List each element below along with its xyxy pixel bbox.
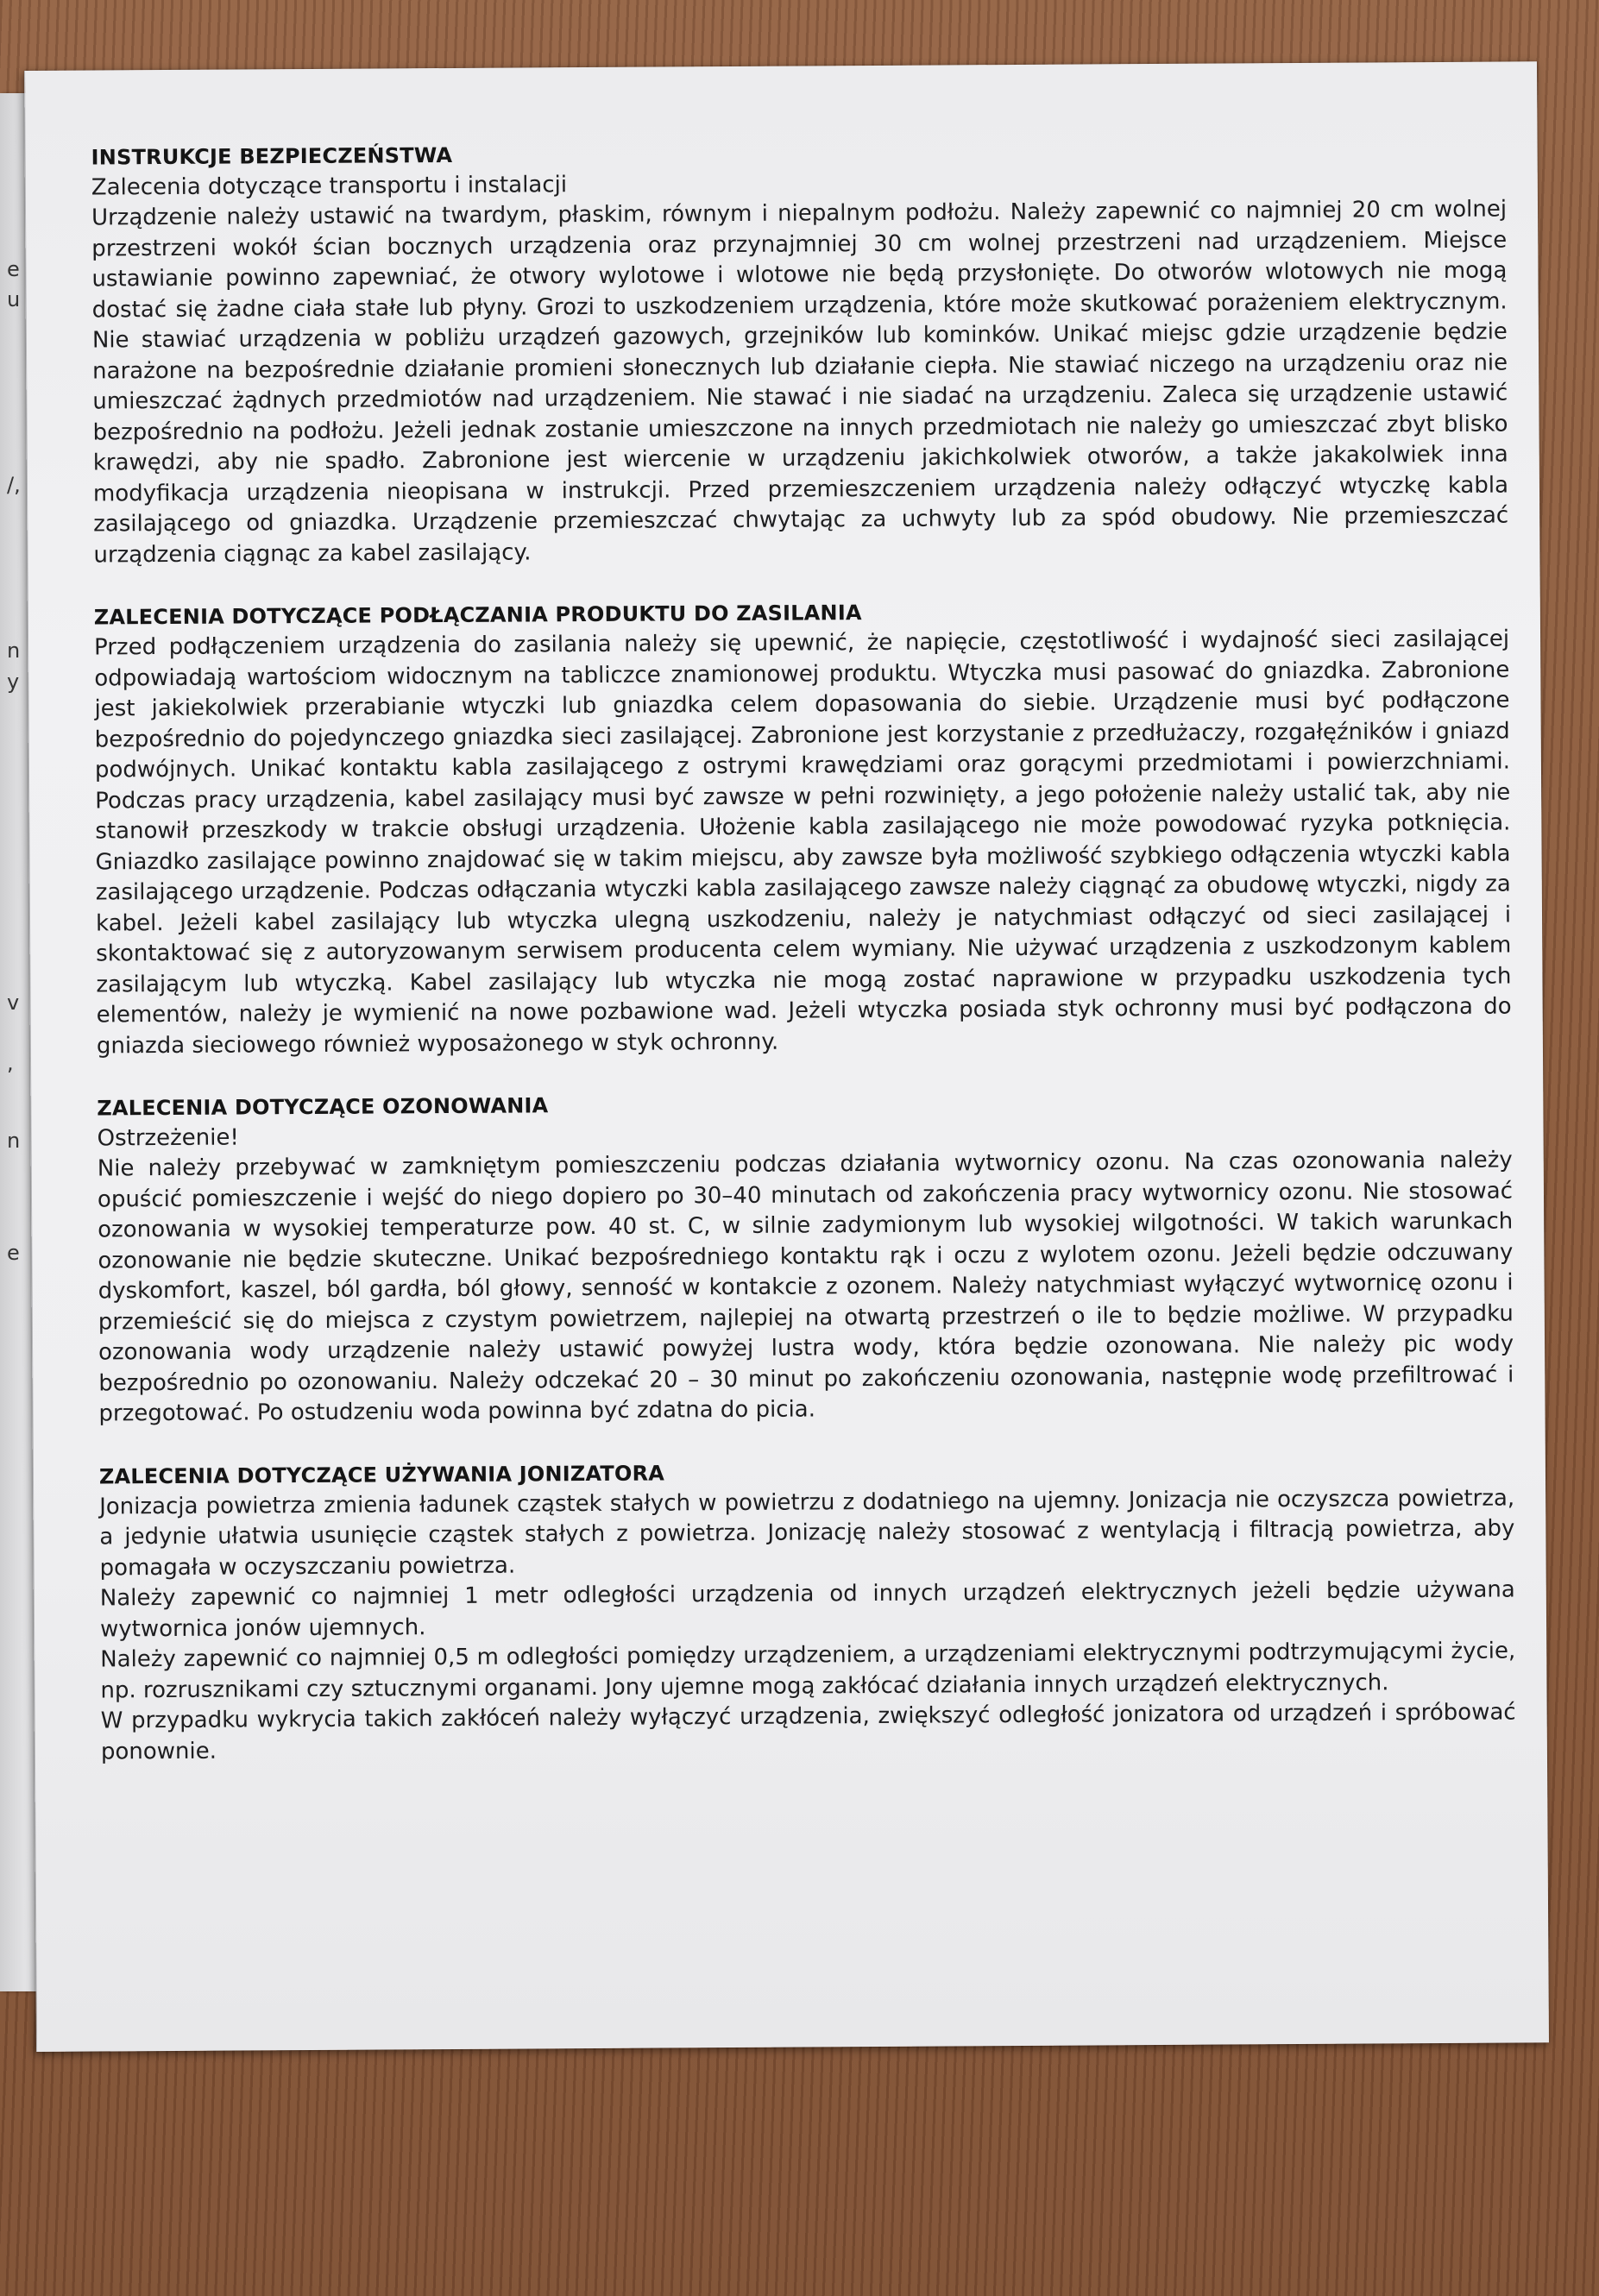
section-body: Urządzenie należy ustawić na twardym, płaskim, równym i niepalnym podłożu. Należy zapewnić co najmniej 20 cm wolnej przestrzeni wokół ścian bocznych urządzenia oraz przynajmniej 30 cm wolnej przestrzeni nad urządzeniem. Miejsce ustawianie powinno zapewniać, że otwory wylotowe i wlotowe nie będą przysłonięte. Do otworów wlotowych nie mogą dostać się żadne ciała stałe lub płyny. Grozi to uszkodzeniem urządzenia, które może skutkować porażeniem elektrycznym. Nie stawiać urządzenia w pobliżu urządzeń gazowych, grzejników lub kominków. Unikać miejsc gdzie urządzenie będzie narażone na bezpośrednie działanie promieni słonecznych lub działanie ciepła. Nie stawiać niczego na urządzeniu oraz nie umieszczać żądnych przedmiotów nad urządzeniem. Nie stawać i nie siadać na urządzeniu. Zaleca się urządzenie ustawić bezpośrednio na podłożu. Jeżeli jednak zostanie umieszczone na innych przedmiotach nie należy go umieszczać zbyt blisko krawędzi, aby nie spadło. Zabronione jest wiercenie w urządzeniu jakichkolwiek otworów, a także jakakolwiek inna modyfikacja urządzenia nieopisana w instrukcji. Przed przemieszczeniem urządzenia należy odłączyć wtyczkę kabla zasilającego od gniazdka. Urządzenie przemieszczać chwytając za uchwyty lub za spód obudowy. Nie przemieszczać urządzenia ciągnąc za kabel zasilający. (91, 196, 1509, 569)
section-paragraph: Jonizacja powietrza zmienia ładunek cząstek stałych w powietrzu z dodatniego na ujemny. Jonizacja nie oczyszcza powietrza, a jedynie ułatwia usunięcie cząstek stałych z powietrza. Jonizację należy stosować z wentylacją i filtracją powietrza, aby pomagała w oczyszczaniu powietrza. (99, 1484, 1515, 1581)
section-heading: ZALECENIA DOTYCZĄCE PODŁĄCZANIA PRODUKTU DO ZASILANIA (93, 601, 862, 630)
section-heading: ZALECENIA DOTYCZĄCE OZONOWANIA (97, 1093, 549, 1121)
warning-label: Ostrzeżenie! (97, 1124, 239, 1152)
section-ozone (97, 1085, 1514, 1430)
page-fragment: /, (7, 473, 21, 497)
page-fragment: u (7, 287, 21, 311)
section-safety (91, 135, 1509, 571)
page-fragment: e (7, 257, 20, 281)
section-body: Przed podłączeniem urządzenia do zasilania należy się upewnić, że napięcie, częstotliwość i wydajność sieci zasilającej odpowiadają wartościom widocznym na tabliczce znamionowej produktu. Wtyczka musi pasować do gniazdka. Zabronione jest jakiekolwiek przerabianie wtyczki lub gniazdka celem dopasowania do siebie. Urządzenie musi być podłączone bezpośrednio do pojedynczego gniazdka sieci zasilającej. Zabronione jest korzystanie z przedłużaczy, rozgałęźników i gniazd podwójnych. Unikać kontaktu kabla zasilającego z ostrymi krawędziami oraz gorącymi przedmiotami i powierzchniami. Podczas pracy urządzenia, kabel zasilający musi być zawsze w pełni rozwinięty, a jego położenie należy ustalić tak, aby nie stanowił przeszkody w trakcie obsługi urządzenia. Ułożenie kabla zasilającego nie może powodować ryzyka potknięcia. Gniazdko zasilające powinno znajdować się w takim miejscu, aby zawsze była możliwość szybkiego odłączenia wtyczki kabla zasilającego urządzenie. Podczas odłączania wtyczki kabla zasilającego zawsze należy ciągnąć za obudowę wtyczki, nigdy za kabel. Jeżeli kabel zasilający lub wtyczka ulegną uszkodzeniu, należy je natychmiast odłączyć od sieci zasilającej i skontaktować się z autoryzowanym serwisem producenta celem wymiany. Nie używać urządzenia z uszkodzonym kablem zasilającym lub wtyczką. Kabel zasilający lub wtyczka nie mogą zostać naprawione w przypadku uszkodzenia tych elementów, należy je wymienić na nowe pozbawione wad. Jeżeli wtyczka posiada styk ochronny musi być podłączona do gniazda sieciowego również wyposażonego w styk ochronny. (93, 626, 1512, 1060)
section-subheading: Zalecenia dotyczące transportu i instalacji (91, 172, 568, 201)
page-fragment: v (7, 991, 20, 1015)
section-heading: ZALECENIA DOTYCZĄCE UŻYWANIA JONIZATORA (98, 1460, 665, 1488)
page-fragment: , (7, 1051, 14, 1075)
page-content (91, 135, 1516, 1768)
page-fragment: n (7, 638, 21, 663)
section-ionizer (99, 1454, 1516, 1768)
page-fragment: e (7, 1241, 20, 1265)
instruction-page (24, 61, 1549, 2052)
section-paragraph: Należy zapewnić co najmniej 0,5 m odległości pomiędzy urządzeniem, a urządzeniami elektrycznymi podtrzymującymi życie, np. rozrusznikami czy sztucznymi organami. Jony ujemne mogą zakłócać działania innych urządzeń elektrycznych. (100, 1638, 1516, 1703)
section-paragraph: W przypadku wykrycia takich zakłóceń należy wyłączyć urządzenia, zwiększyć odległość jonizatora od urządzeń i spróbować ponownie. (100, 1699, 1516, 1764)
section-power (94, 595, 1512, 1062)
page-fragment: y (7, 670, 20, 694)
section-paragraph: Należy zapewnić co najmniej 1 metr odległości urządzenia od innych urządzeń elektrycznych jeżeli będzie używana wytwornica jonów ujemnych. (99, 1576, 1515, 1642)
section-body: Nie należy przebywać w zamkniętym pomieszczeniu podczas działania wytwornicy ozonu. Na czas ozonowania należy opuścić pomieszczenie i wejść do niego dopiero po 30–40 minutach od zakończenia pracy wytwornicy ozonu. Nie stosować ozonowania w wysokiej temperaturze pow. 40 st. C, w silnie zadymionym lub wysokiej wilgotności. W takich warunkach ozonowanie nie będzie skuteczne. Unikać bezpośredniego kontaktu rąk i oczu z wylotem ozonu. Jeżeli będzie odczuwany dyskomfort, kaszel, ból gardła, ból głowy, senność w kontakcie z ozonem. Należy natychmiast wyłączyć wytwornicę ozonu i przemieścić się do miejsca z czystym powietrzem, najlepiej na otwartą przestrzeń o ile to będzie możliwe. W przypadku ozonowania wody urządzenie należy ustawić powyżej lustra wody, która będzie ozonowana. Nie należy pic wody bezpośrednio po ozonowaniu. Należy odczekać 20 – 30 minut po zakończeniu ozonowania, następnie wodę przefiltrować i przegotować. Po ostudzeniu woda powinna być zdatna do picia. (97, 1147, 1514, 1427)
page-fragment: n (7, 1129, 21, 1153)
section-heading: INSTRUKCJE BEZPIECZEŃSTWA (91, 142, 453, 170)
